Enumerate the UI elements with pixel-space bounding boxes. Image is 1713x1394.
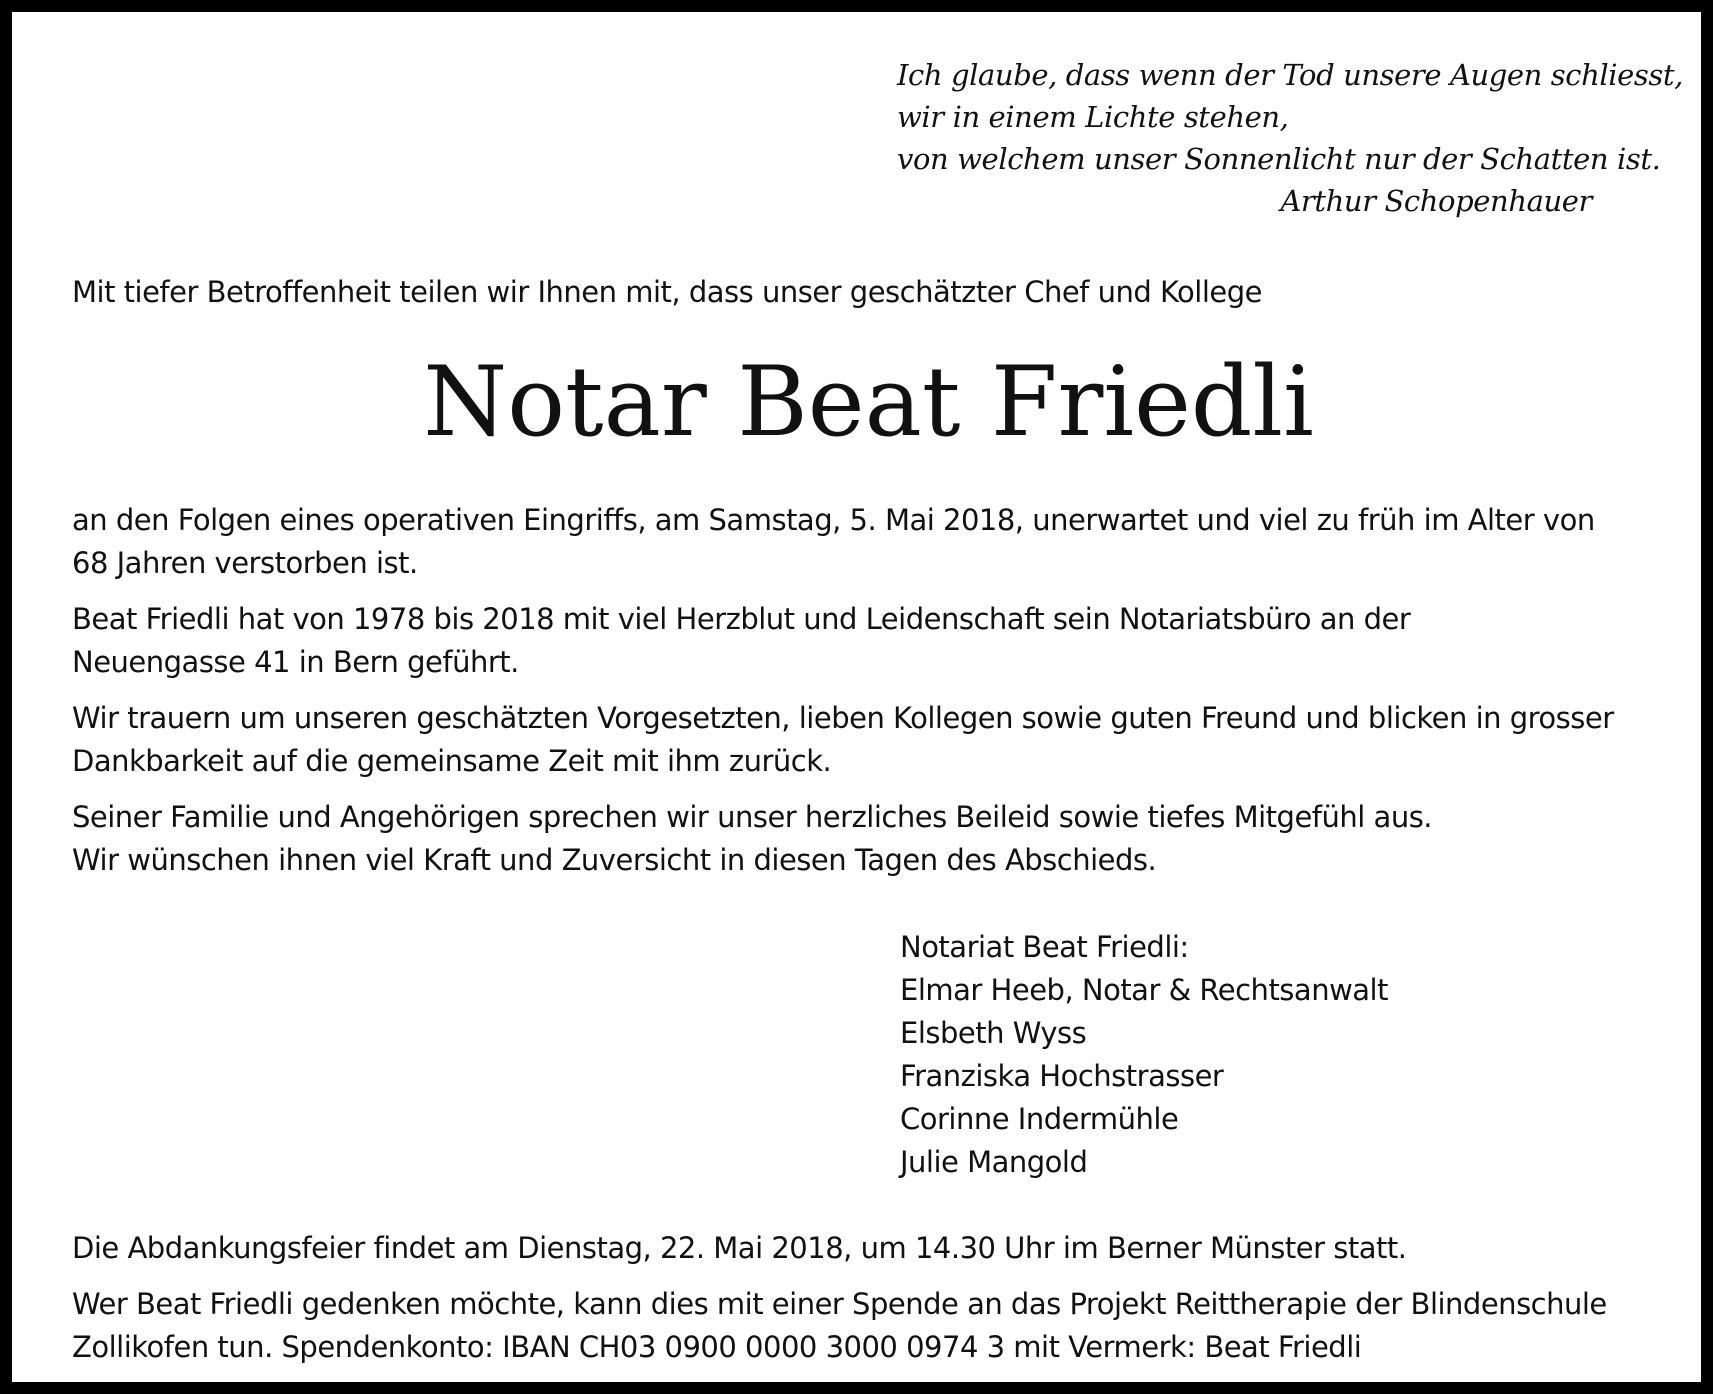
signers-heading: Notariat Beat Friedli:	[900, 930, 1189, 964]
signer-name: Elmar Heeb, Notar & Rechtsanwalt	[900, 973, 1388, 1007]
paragraph-line: Wir wünschen ihnen viel Kraft und Zuversicht in diesen Tagen des Abschieds.	[72, 843, 1157, 877]
donation-notice	[72, 1283, 1702, 1369]
signer-name: Elsbeth Wyss	[900, 1016, 1087, 1050]
ceremony-notice	[72, 1227, 1702, 1270]
donation-line: Zollikofen tun. Spendenkonto: IBAN CH03 0900 0000 3000 0974 3 mit Vermerk: Beat Friedli	[72, 1330, 1362, 1364]
paragraph-line: Neuengasse 41 in Bern geführt.	[72, 645, 519, 679]
quote-line: von welchem unser Sonnenlicht nur der Schatten ist.	[897, 142, 1661, 176]
signer-name: Franziska Hochstrasser	[900, 1059, 1224, 1093]
epigraph-quote	[897, 54, 1683, 222]
paragraph-line: Seiner Familie und Angehörigen sprechen wir unser herzliches Beileid sowie tiefes Mitgefühl aus.	[72, 800, 1433, 834]
paragraph-career	[72, 598, 1702, 684]
footer-info	[72, 1227, 1702, 1382]
ceremony-line: Die Abdankungsfeier findet am Dienstag, 22. Mai 2018, um 14.30 Uhr im Berner Münster statt.	[72, 1231, 1407, 1265]
paragraph-line: an den Folgen eines operativen Eingriffs, am Samstag, 5. Mai 2018, unerwartet und viel zu früh im Alter von	[72, 503, 1595, 537]
quote-line: wir in einem Lichte stehen,	[897, 100, 1289, 134]
deceased-name: Notar Beat Friedli	[423, 346, 1314, 458]
notice-body	[72, 499, 1702, 895]
quote-author: Arthur Schopenhauer	[1280, 184, 1592, 218]
signers-block	[900, 926, 1388, 1184]
paragraph-condolences	[72, 796, 1702, 882]
quote-line: Ich glaube, dass wenn der Tod unsere Augen schliesst,	[897, 58, 1683, 92]
paragraph-circumstances	[72, 499, 1702, 585]
intro-text: Mit tiefer Betroffenheit teilen wir Ihnen mit, dass unser geschätzter Chef und Kollege	[72, 275, 1262, 309]
signer-name: Julie Mangold	[900, 1145, 1088, 1179]
paragraph-line: Dankbarkeit auf die gemeinsame Zeit mit ihm zurück.	[72, 744, 832, 778]
paragraph-line: 68 Jahren verstorben ist.	[72, 546, 418, 580]
paragraph-mourning	[72, 697, 1702, 783]
donation-line: Wer Beat Friedli gedenken möchte, kann dies mit einer Spende an das Projekt Reittherapie der Blindenschule	[72, 1287, 1607, 1321]
paragraph-line: Wir trauern um unseren geschätzten Vorgesetzten, lieben Kollegen sowie guten Freund und blicken in grosser	[72, 701, 1614, 735]
signer-name: Corinne Indermühle	[900, 1102, 1179, 1136]
paragraph-line: Beat Friedli hat von 1978 bis 2018 mit viel Herzblut und Leidenschaft sein Notariatsbüro an der	[72, 602, 1411, 636]
